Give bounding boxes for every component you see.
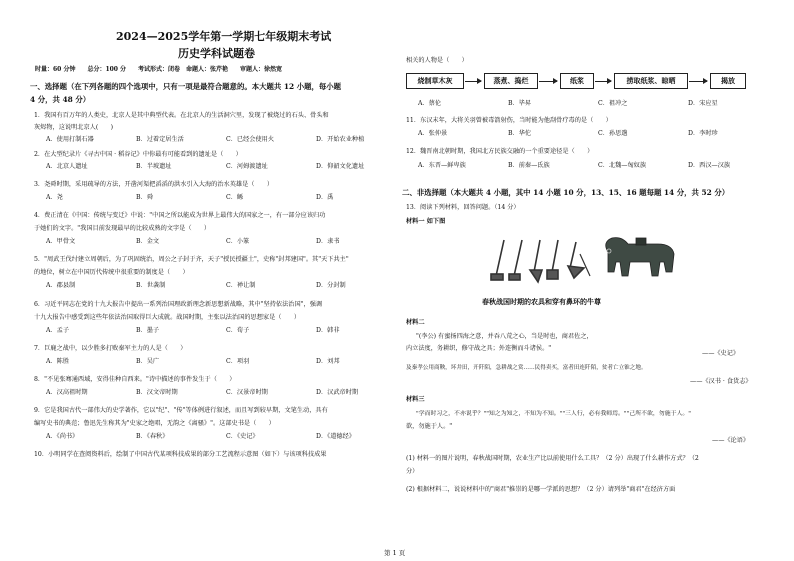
- q2-option-b: B．半坡遗址: [136, 163, 172, 170]
- q12-option-d: D．西汉—汉族: [688, 162, 731, 169]
- q5-stem-2: 的地位，树立在中国历代传统中很重要的制度是（ ）: [34, 269, 189, 276]
- q2-option-d: D．仰韶文化遗址: [316, 163, 365, 170]
- q11-option-c: C．孙思邈: [598, 130, 628, 137]
- q8-stem: 8．"不见张骞通西域，安得佳种自西来。"诗中描述的事件发生于（ ）: [34, 376, 236, 383]
- q11-stem: 11．东汉末年，大将关羽曾被毒箭射伤，当时能为他刮骨疗毒的是（ ）: [406, 117, 612, 124]
- q13-subquestion-2: (2) 根据材料二，说说材料中的"商君"推崇的是哪一学派的思想？（2 分）请列举"商君"在经济方面: [406, 486, 676, 493]
- q2-option-a: A．北京人遗址: [46, 163, 88, 170]
- q7-option-b: B．吴广: [136, 358, 160, 365]
- q6-stem: 6．习近平同志在党的十九大报告中提出一系列治国理政新理念新思想新战略，其中"坚持依法治国"，强调: [34, 301, 323, 308]
- q7-option-d: D．刘邦: [316, 358, 340, 365]
- q8-option-c: C．汉景帝时期: [226, 389, 268, 396]
- q9-option-b: B．《春秋》: [136, 433, 169, 440]
- q13-material1-label: 材料一 如下图: [406, 218, 446, 225]
- q13-material2-source-2: ——《汉书 · 食货志》: [690, 378, 752, 385]
- q3-option-d: D．禹: [316, 194, 334, 201]
- q13-subquestion-1b: 分）: [406, 468, 419, 475]
- section1-heading: 一、选择题（在下列各题的四个选项中，只有一项是最符合题意的。本大题共 12 小题，每小题: [30, 82, 342, 91]
- q4-stem-2: 于她们的文字。"我国目前发现最早的比较成熟的文字是（ ）: [34, 225, 211, 232]
- q1-option-c: C．已经会使用火: [226, 136, 275, 143]
- q1-option-b: B．过着定居生活: [136, 136, 184, 143]
- q13-material2-source-1: ——《史记》: [702, 350, 740, 357]
- q4-option-a: A．甲骨文: [46, 238, 76, 245]
- flow-step-3: 纸浆: [560, 73, 594, 89]
- q11-option-d: D．李时珍: [688, 130, 718, 137]
- q10-stem: 10．小明同学在查阅资料后，绘制了中国古代某项科技成果的部分工艺流程示意图（如下）与该项科技成果: [34, 451, 327, 458]
- flow-step-4: 捞取纸浆、晾晒: [614, 73, 688, 89]
- q8-option-b: B．汉文帝时期: [136, 389, 178, 396]
- q9-option-a: A．《尚书》: [46, 433, 79, 440]
- q4-stem: 4．费正清在《中国：传统与变迁》中说："中国之所以能成为世界上最伟大的国家之一，有一部分应该归功: [34, 212, 326, 219]
- q1-option-d: D．开始农业种植: [316, 136, 365, 143]
- q5-option-d: D．分封制: [316, 282, 346, 289]
- q10-stem-cont: 相关的人物是（ ）: [406, 57, 468, 64]
- illustration-caption: 春秋战国时期的农具和穿有鼻环的牛尊: [482, 297, 601, 306]
- q2-option-c: C．河姆渡遗址: [226, 163, 268, 170]
- q9-option-c: C．《史记》: [226, 433, 259, 440]
- q4-option-b: B．金文: [136, 238, 160, 245]
- q10-option-c: C．祖冲之: [598, 100, 628, 107]
- section1-heading-2: 4 分，共 48 分）: [30, 95, 91, 104]
- q3-stem: 3．尧舜时期，采用疏导的方法，开凿河渠把滔滔的洪水引入大海的治水英雄是（ ）: [34, 181, 274, 188]
- q6-option-c: C．荀子: [226, 327, 250, 334]
- q9-option-d: D．《道德经》: [316, 433, 355, 440]
- q6-option-a: A．孟子: [46, 327, 70, 334]
- q9-stem-2: 编写史书的典范；鲁迅先生称其为"史家之绝唱，无韵之《离骚》"。这部史书是（ ）: [34, 420, 275, 427]
- q7-stem: 7．巨鹿之战中，以少胜多打败秦军主力的人是（ ）: [34, 345, 187, 352]
- q2-stem: 2．在大型纪录片《寻古中国 · 稻谷记》中你最有可能看到的遗址是（ ）: [34, 151, 242, 158]
- exam-title: 2024—2025学年第一学期七年级期末考试: [116, 30, 332, 43]
- q3-option-a: A．尧: [46, 194, 63, 201]
- q1-option-a: A．使用打制石器: [46, 136, 94, 143]
- section2-heading: 二、非选择题（本大题共 4 小题，其中 14 小题 10 分，13、15、16 题每题 14 分，共 52 分）: [402, 188, 730, 197]
- q7-option-a: A．陈胜: [46, 358, 70, 365]
- flow-step-2: 蒸煮、捣烂: [484, 73, 538, 89]
- flow-arrow-icon: [465, 81, 481, 82]
- q1-stem: 1．我国有百万年的人类史，北京人是其中典型代表。在北京人的生活洞穴里，发现了被烧过的石头、骨头和: [34, 112, 329, 119]
- q13-material2-text-1: "(李公) 有蜜扬四海之意，并吞八荒之心，当是时也，商君佐之，: [416, 333, 593, 340]
- q5-option-a: A．郡县制: [46, 282, 76, 289]
- q8-option-d: D．汉武帝时期: [316, 389, 359, 396]
- q13-material3-source: ——《论语》: [712, 437, 750, 444]
- q5-option-c: C．禅让制: [226, 282, 256, 289]
- q3-option-c: C．鲧: [226, 194, 244, 201]
- page-number: 第 1 页: [384, 549, 406, 557]
- q5-stem: 5．"周武王伐纣建立周朝后，为了巩固统治，周公之子封于齐，天子"授民授疆土"，史称"封邦建国"。其"天下共主": [34, 256, 349, 263]
- q13-material3-label: 材料三: [406, 396, 425, 403]
- q1-stem-2: 灰烬物，这说明北京人( ): [34, 124, 114, 131]
- q13-subquestion-1: (1) 材料一的图片说明，春秋战国时期，农业生产比以前使用什么工具？（2 分）出现了什么耕作方式？（2: [406, 455, 699, 462]
- q13-material2-text-3: 及秦孝公用商鞅，坏井田，开阡陌，急耕战之赏……民得卖买，富者田连阡陌，贫者亡立锥之地。: [406, 365, 647, 371]
- flow-arrow-icon: [595, 81, 611, 82]
- ox-zun-icon: [606, 238, 674, 276]
- q8-option-a: A．汉高祖时期: [46, 389, 88, 396]
- q10-option-a: A．蔡伦: [418, 100, 442, 107]
- q11-option-b: B．华佗: [508, 130, 532, 137]
- q13-stem: 13．阅读下列材料，回答问题。（14 分）: [406, 204, 520, 211]
- q5-option-b: B．世袭制: [136, 282, 166, 289]
- q12-option-c: C．北魏—匈奴族: [598, 162, 647, 169]
- q6-option-d: D．韩非: [316, 327, 340, 334]
- q9-stem: 9．它是我国古代一部伟大的史学著作，它以"纪"、"传"等体例进行叙述，而且写到较早期，文笔生动，具有: [34, 407, 328, 414]
- exam-subtitle: 历史学科试题卷: [178, 47, 255, 60]
- q12-option-a: A．东晋—鲜卑族: [418, 162, 466, 169]
- q13-material3-text-1: "学而时习之，不亦说乎？""知之为知之，不知为不知。""三人行，必有我师焉。""己所不欲，勿施于人。": [416, 411, 691, 417]
- flow-arrow-icon: [689, 81, 707, 82]
- q13-material3-text-2: 欲，勿施于人。": [406, 423, 453, 430]
- flow-step-5: 揭放: [710, 73, 746, 89]
- q6-stem-2: 十九大报告中感受到这些年依法治国取得巨大成就。战国时期，主张以法治国的思想家是（ ）: [34, 314, 301, 321]
- q12-stem: 12．魏晋南北朝时期，我国北方民族交融的一个重要途径是（ ）: [406, 148, 594, 155]
- q6-option-b: B．墨子: [136, 327, 160, 334]
- q11-option-a: A．张仲景: [418, 130, 448, 137]
- farm-tools-ox-illustration: [490, 232, 680, 298]
- q10-option-d: D．宋应星: [688, 100, 718, 107]
- q13-material2-label: 材料二: [406, 319, 425, 326]
- q4-option-d: D．隶书: [316, 238, 340, 245]
- flow-step-1: 烧制草木灰: [406, 73, 464, 89]
- q4-option-c: C．小篆: [226, 238, 250, 245]
- q13-material2-text-2: 内立法度，务耕织，修守战之具；外连衡而斗诸侯。": [406, 345, 552, 352]
- q12-option-b: B．前秦—氐族: [508, 162, 550, 169]
- flow-arrow-icon: [539, 81, 557, 82]
- exam-meta: 时量：60 分钟 总分：100 分 考试形式：闭卷 命题人：张芹艳 审题人：徐然宽: [35, 66, 283, 73]
- q7-option-c: C．项羽: [226, 358, 250, 365]
- q10-option-b: B．毕昇: [508, 100, 532, 107]
- q3-option-b: B．舜: [136, 194, 153, 201]
- farm-tool-icon: [491, 240, 590, 282]
